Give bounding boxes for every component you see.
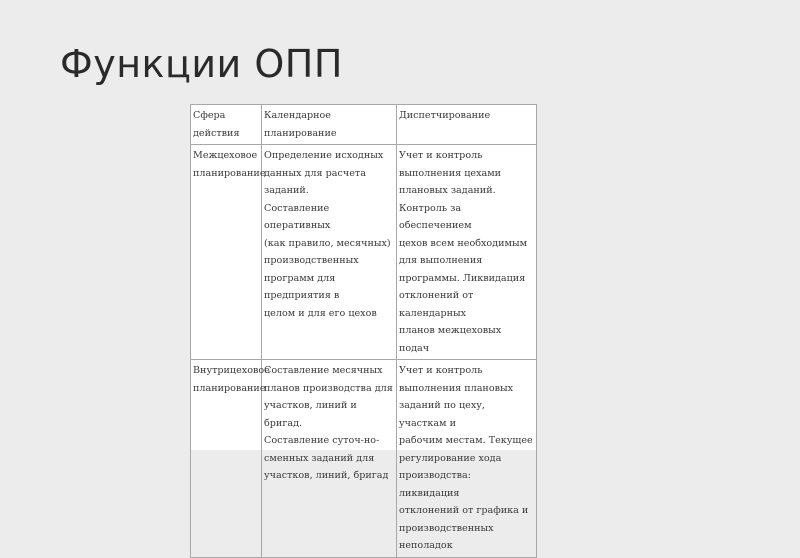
table-header-row <box>191 105 537 145</box>
header-cell-scope: Сфера действия <box>191 105 262 145</box>
table-cell: Учет и контроль выполнения цехами плановых заданий. Контроль за обеспечением цехов всем необходимым для выполнения программы. Ликвидация отклонений от календарных планов межцеховых подач <box>396 145 536 360</box>
functions-table-image <box>190 104 537 551</box>
table-row <box>191 360 537 558</box>
header-cell-scheduling: Календарное планирование <box>262 105 397 145</box>
table-cell: Определение исходных данных для расчета заданий. Составление оперативных (как правило, месячных) производственных программ для предприятия в целом и для его цехов <box>262 145 397 360</box>
functions-table <box>190 104 537 558</box>
table-cell: Учет и контроль выполнения плановых заданий по цеху, участкам и рабочим местам. Текущее регулирование хода производства: ликвидация отклонений от графика и производственных неполадок <box>396 360 536 558</box>
table-cell: Составление месячных планов производства для участков, линий и бригад. Составление суточ-но- сменных заданий для участков, линий, бригад <box>262 360 397 558</box>
table-row <box>191 145 537 360</box>
slide-title: Функции ОПП <box>60 42 343 86</box>
table-cell: Межцеховое планирование <box>191 145 262 360</box>
table-cell: Внутрицеховое планирование <box>191 360 262 558</box>
header-cell-dispatching: Диспетчирование <box>396 105 536 145</box>
